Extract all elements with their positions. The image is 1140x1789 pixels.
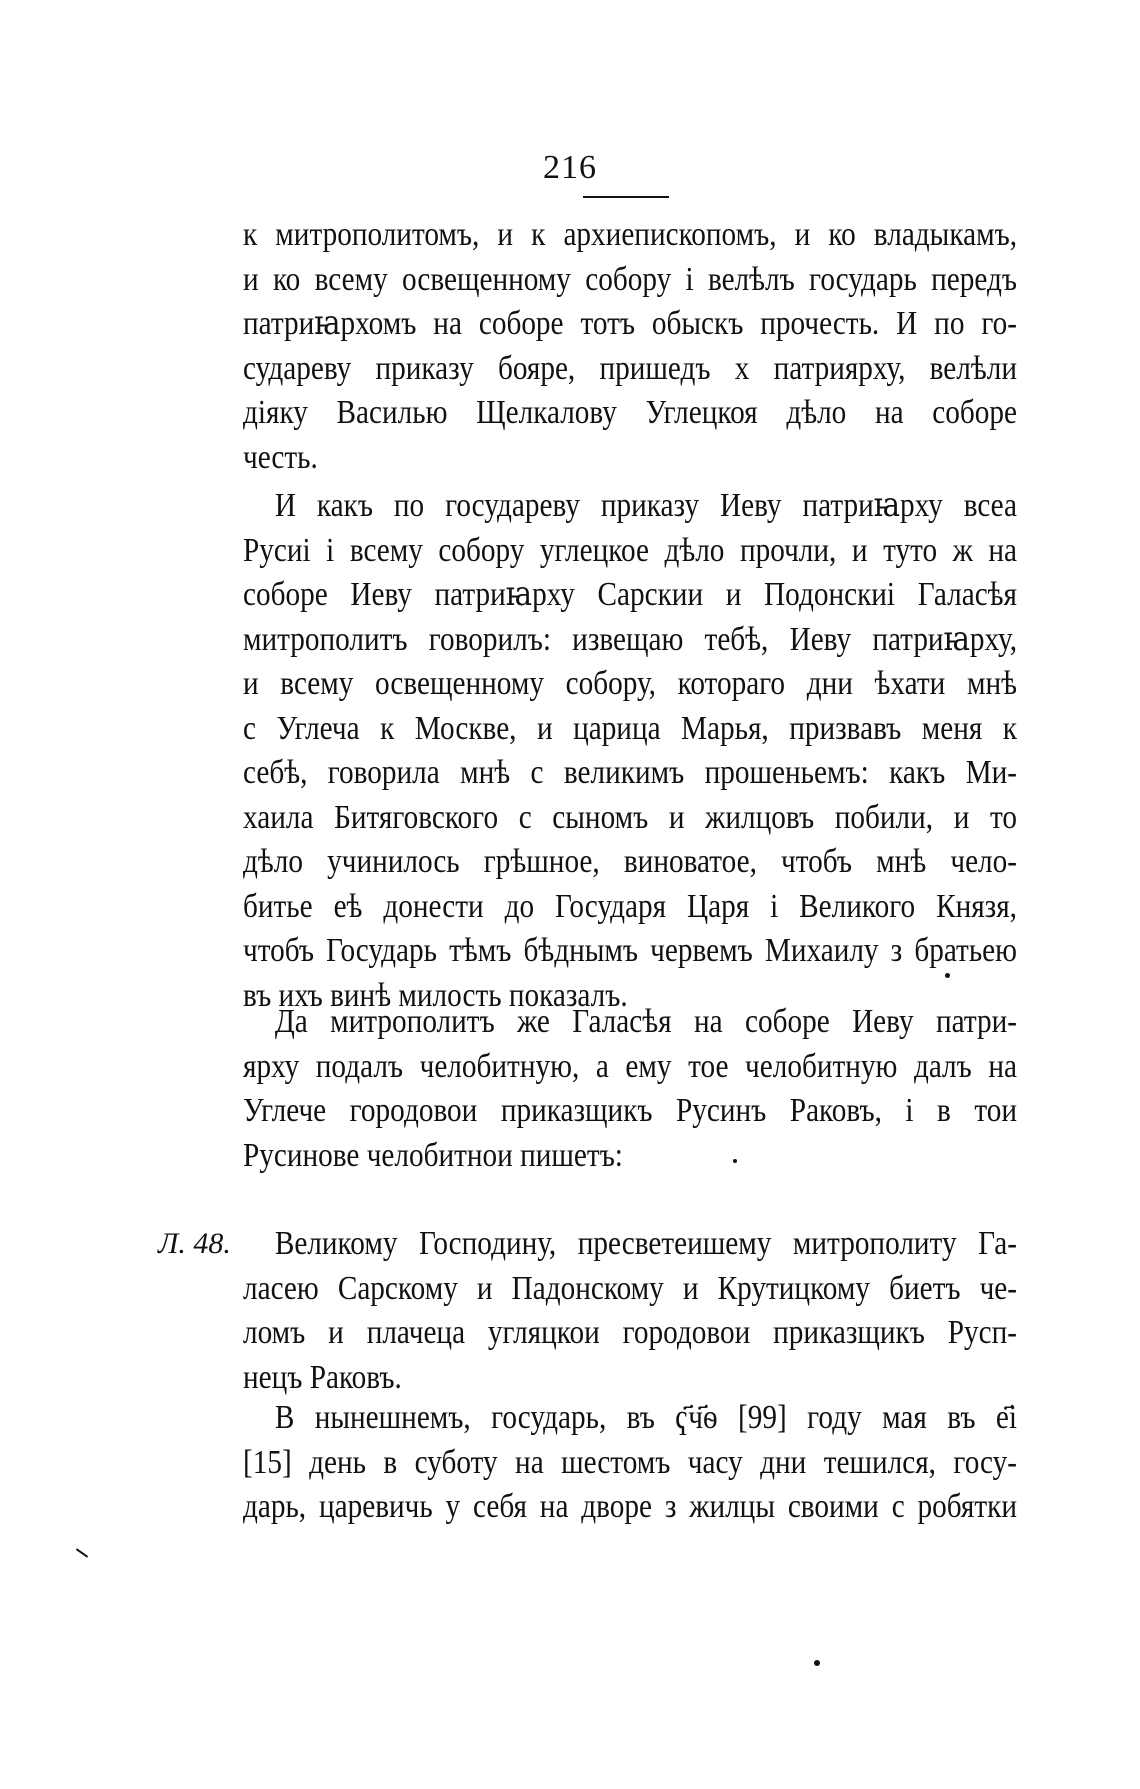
paragraph-5 bbox=[243, 1396, 1017, 1530]
text-line: митрополитъ говорилъ: извещаю тебѣ, Иеву патриꙗрху, bbox=[243, 620, 1017, 658]
text-line: и всему освещенному собору, котораго дни ѣхати мнѣ bbox=[243, 665, 1017, 702]
text-line: честь. bbox=[243, 438, 318, 476]
text-line: діяку Василью Щелкалову Углецкоя дѣло на соборе bbox=[243, 394, 1017, 431]
text-line: битье еѣ донести до Государя Царя і Великого Князя, bbox=[243, 887, 1017, 925]
page-number-rule bbox=[583, 196, 669, 198]
text-line: Русиі і всему собору углецкое дѣло прочли, и туто ж на bbox=[243, 531, 1017, 569]
text-line: ломъ и плачеца угляцкои городовои приказщикъ Русп- bbox=[243, 1314, 1017, 1351]
text-line: Русинове челобитнои пишетъ: bbox=[243, 1136, 623, 1174]
text-line: к митрополитомъ, и к архиепископомъ, и ко владыкамъ, bbox=[243, 216, 1017, 253]
text-line: ярху подалъ челобитную, а ему тое челобитную далъ на bbox=[243, 1047, 1017, 1085]
paragraph-2 bbox=[243, 484, 1017, 1018]
text-line: [15] день в суботу на шестомъ часу дни тешился, госу- bbox=[243, 1443, 1017, 1481]
text-line: дѣло учинилось грѣшное, виноватое, чтобъ мнѣ чело- bbox=[243, 843, 1017, 880]
text-line: В нынешнемъ, государь, въ ҁ҃ч҃ѳ [99] году мая въ е҃і bbox=[274, 1399, 1017, 1436]
text-line: патриꙗрхомъ на соборе тотъ обыскъ прочесть. И по го- bbox=[243, 305, 1017, 342]
paragraph-3 bbox=[243, 1000, 1017, 1178]
text-line: Углече городовои приказщикъ Русинъ Раковъ, і в тои bbox=[243, 1092, 1017, 1129]
text-line: ласею Сарскому и Падонскому и Крутицкому биетъ че- bbox=[243, 1269, 1017, 1307]
text-line: чтобъ Государь тѣмъ бѣднымъ червемъ Михаилу з братьею bbox=[243, 932, 1017, 969]
scan-speck bbox=[814, 1660, 820, 1666]
text-line: дарь, царевичь у себя на дворе з жилцы своими с робятки bbox=[243, 1488, 1017, 1525]
text-line: нецъ Раковъ. bbox=[243, 1358, 402, 1396]
scan-speck bbox=[945, 973, 950, 978]
scan-speck bbox=[76, 1548, 89, 1558]
paragraph-1 bbox=[243, 213, 1017, 480]
text-line: судареву приказу бояре, пришедъ х патриярху, велѣли bbox=[243, 349, 1017, 387]
text-line: себѣ, говорила мнѣ с великимъ прошеньемъ: какъ Ми- bbox=[243, 754, 1017, 791]
text-line: с Углеча к Москве, и царица Марья, призвавъ меня к bbox=[243, 709, 1017, 747]
text-line: и ко всему освещенному собору і велѣлъ государь передъ bbox=[243, 260, 1017, 298]
text-line: И какъ по государеву приказу Иеву патриꙗрху всеа bbox=[274, 487, 1017, 524]
scan-speck bbox=[733, 1159, 737, 1163]
text-line: Великому Господину, пресветеишему митрополиту Га- bbox=[274, 1225, 1017, 1262]
page-number: 216 bbox=[543, 149, 597, 186]
text-line: Да митрополитъ же Галасѣя на соборе Иеву патри- bbox=[274, 1003, 1017, 1040]
text-line: соборе Иеву патриꙗрху Сарскии и Подонскиі Галасѣя bbox=[243, 576, 1017, 613]
text-line: въ ихъ винѣ милость показалъ. bbox=[243, 976, 628, 1014]
paragraph-4 bbox=[243, 1222, 1017, 1400]
margin-note: Л. 48. bbox=[158, 1227, 231, 1260]
text-line: хаила Битяговского с сыномъ и жилцовъ побили, и то bbox=[243, 798, 1017, 836]
